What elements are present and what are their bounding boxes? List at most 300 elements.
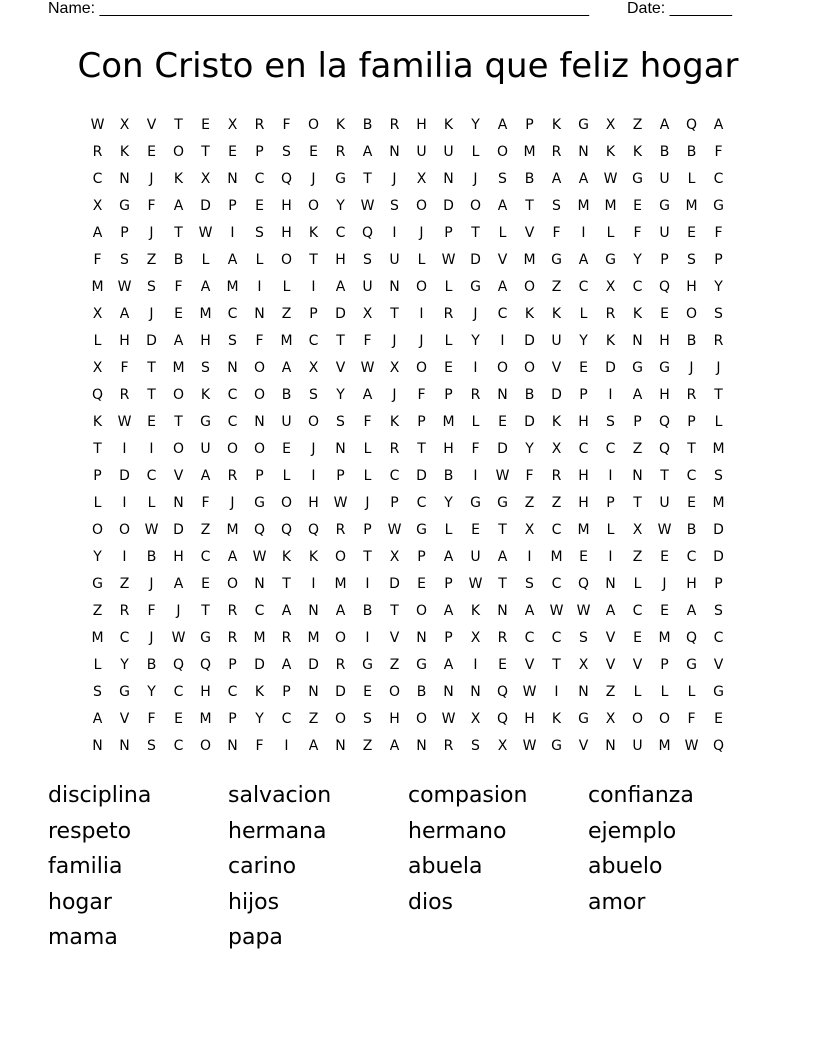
grid-letter: T bbox=[687, 441, 696, 457]
grid-letter: U bbox=[659, 225, 670, 241]
grid-letter: D bbox=[146, 333, 157, 349]
grid-letter: B bbox=[362, 117, 373, 133]
grid-letter: E bbox=[471, 522, 480, 538]
grid-letter: C bbox=[119, 630, 130, 646]
grid-letter: B bbox=[524, 387, 535, 403]
grid-letter: H bbox=[200, 684, 211, 700]
grid-letter: N bbox=[497, 387, 508, 403]
grid-letter: K bbox=[524, 306, 535, 322]
grid-letter: L bbox=[93, 333, 102, 349]
grid-letter: S bbox=[309, 387, 318, 403]
grid-letter: O bbox=[172, 387, 185, 403]
grid-letter: H bbox=[416, 117, 427, 133]
grid-letter: I bbox=[365, 576, 370, 592]
grid-letter: Y bbox=[255, 711, 264, 727]
word-row bbox=[48, 923, 768, 959]
grid-letter: N bbox=[227, 360, 238, 376]
grid-letter: Q bbox=[658, 414, 671, 430]
grid-letter: F bbox=[147, 603, 156, 619]
grid-letter: A bbox=[713, 117, 724, 133]
grid-letter: M bbox=[577, 198, 590, 214]
grid-letter: A bbox=[551, 171, 562, 187]
grid-letter: X bbox=[578, 657, 589, 673]
grid-letter: O bbox=[388, 684, 401, 700]
grid-letter: T bbox=[552, 657, 561, 673]
grid-letter: P bbox=[93, 468, 102, 484]
grid-letter: J bbox=[311, 441, 316, 457]
grid-letter: F bbox=[687, 711, 696, 727]
grid-letter: M bbox=[604, 198, 617, 214]
grid-letter: K bbox=[632, 144, 643, 160]
grid-letter: T bbox=[525, 198, 534, 214]
grid-letter: I bbox=[500, 333, 505, 349]
grid-letter: O bbox=[172, 441, 185, 457]
grid-letter: A bbox=[443, 549, 454, 565]
grid-letter: Z bbox=[551, 495, 562, 511]
grid-letter: A bbox=[92, 711, 103, 727]
grid-letter: Z bbox=[281, 306, 292, 322]
grid-letter: L bbox=[633, 576, 642, 592]
grid-letter: S bbox=[552, 198, 561, 214]
grid-letter: I bbox=[473, 468, 478, 484]
grid-letter: U bbox=[632, 738, 643, 754]
grid-letter: C bbox=[200, 549, 211, 565]
grid-letter: O bbox=[253, 441, 266, 457]
grid-letter: Z bbox=[632, 441, 643, 457]
grid-letter: I bbox=[311, 468, 316, 484]
grid-letter: I bbox=[608, 549, 613, 565]
grid-letter: H bbox=[281, 225, 292, 241]
grid-letter: I bbox=[392, 225, 397, 241]
grid-letter: P bbox=[606, 495, 615, 511]
grid-letter: N bbox=[254, 576, 265, 592]
grid-letter: Q bbox=[307, 522, 320, 538]
grid-letter: F bbox=[282, 117, 291, 133]
grid-letter: U bbox=[416, 144, 427, 160]
grid-letter: R bbox=[119, 603, 130, 619]
grid-letter: Z bbox=[524, 495, 535, 511]
grid-letter: W bbox=[360, 360, 375, 376]
grid-letter: X bbox=[92, 198, 103, 214]
grid-letter: F bbox=[147, 198, 156, 214]
word-item: hijos bbox=[228, 889, 280, 915]
grid-letter: R bbox=[443, 738, 454, 754]
grid-letter: T bbox=[498, 576, 507, 592]
grid-letter: E bbox=[687, 225, 696, 241]
word-item: compasion bbox=[408, 783, 528, 808]
grid-letter: L bbox=[471, 414, 480, 430]
grid-letter: I bbox=[284, 738, 289, 754]
grid-letter: X bbox=[605, 117, 616, 133]
page-title: Con Cristo en la familia que feliz hogar bbox=[77, 46, 739, 86]
grid-letter: E bbox=[363, 684, 372, 700]
grid-letter: N bbox=[119, 738, 130, 754]
grid-letter: L bbox=[444, 522, 453, 538]
grid-letter: R bbox=[335, 657, 346, 673]
grid-letter: M bbox=[91, 279, 104, 295]
grid-letter: W bbox=[198, 225, 213, 241]
grid-letter: S bbox=[363, 711, 372, 727]
grid-letter: Y bbox=[93, 549, 102, 565]
grid-letter: X bbox=[389, 549, 400, 565]
grid-letter: G bbox=[659, 360, 670, 376]
grid-letter: U bbox=[362, 279, 373, 295]
grid-letter: Q bbox=[685, 630, 698, 646]
grid-letter: T bbox=[498, 522, 507, 538]
grid-letter: N bbox=[470, 684, 481, 700]
grid-letter: G bbox=[578, 711, 589, 727]
grid-row bbox=[84, 303, 732, 330]
grid-letter: I bbox=[311, 279, 316, 295]
grid-letter: V bbox=[632, 657, 643, 673]
grid-letter: I bbox=[608, 468, 613, 484]
grid-letter: T bbox=[417, 441, 426, 457]
grid-row bbox=[84, 411, 732, 438]
grid-letter: P bbox=[633, 414, 642, 430]
grid-letter: S bbox=[606, 414, 615, 430]
grid-letter: X bbox=[524, 522, 535, 538]
grid-letter: H bbox=[200, 333, 211, 349]
grid-letter: R bbox=[443, 306, 454, 322]
word-row bbox=[48, 888, 768, 924]
grid-letter: Z bbox=[551, 279, 562, 295]
grid-letter: E bbox=[714, 711, 723, 727]
grid-letter: G bbox=[713, 198, 724, 214]
grid-letter: J bbox=[149, 576, 154, 592]
grid-letter: K bbox=[308, 549, 319, 565]
grid-row bbox=[84, 384, 732, 411]
grid-letter: Z bbox=[92, 603, 103, 619]
grid-letter: B bbox=[686, 144, 697, 160]
grid-letter: N bbox=[632, 468, 643, 484]
grid-letter: M bbox=[199, 711, 212, 727]
grid-letter: Q bbox=[361, 225, 374, 241]
name-field-label: Name: _______________________________________________________ bbox=[48, 0, 589, 17]
grid-letter: U bbox=[659, 171, 670, 187]
grid-letter: Y bbox=[444, 495, 453, 511]
grid-letter: F bbox=[525, 468, 534, 484]
grid-letter: L bbox=[633, 684, 642, 700]
grid-letter: O bbox=[199, 738, 212, 754]
grid-letter: W bbox=[684, 738, 699, 754]
grid-letter: C bbox=[497, 306, 508, 322]
grid-letter: C bbox=[551, 630, 562, 646]
grid-letter: W bbox=[576, 603, 591, 619]
grid-letter: P bbox=[255, 468, 264, 484]
grid-letter: G bbox=[551, 738, 562, 754]
grid-letter: G bbox=[416, 522, 427, 538]
grid-row bbox=[84, 465, 732, 492]
grid-letter: H bbox=[443, 441, 454, 457]
grid-letter: J bbox=[419, 333, 424, 349]
grid-letter: O bbox=[334, 549, 347, 565]
grid-letter: H bbox=[524, 711, 535, 727]
grid-letter: J bbox=[311, 171, 316, 187]
grid-letter: L bbox=[93, 657, 102, 673]
grid-letter: A bbox=[200, 279, 211, 295]
grid-letter: L bbox=[444, 279, 453, 295]
grid-letter: D bbox=[551, 387, 562, 403]
grid-letter: C bbox=[308, 333, 319, 349]
grid-letter: T bbox=[309, 252, 318, 268]
grid-letter: Q bbox=[280, 171, 293, 187]
grid-letter: C bbox=[335, 225, 346, 241]
grid-letter: U bbox=[470, 549, 481, 565]
grid-letter: N bbox=[443, 171, 454, 187]
grid-letter: O bbox=[523, 360, 536, 376]
grid-letter: I bbox=[149, 441, 154, 457]
grid-letter: P bbox=[363, 522, 372, 538]
grid-letter: N bbox=[416, 738, 427, 754]
grid-letter: S bbox=[201, 360, 210, 376]
grid-letter: T bbox=[363, 171, 372, 187]
grid-letter: P bbox=[336, 468, 345, 484]
grid-letter: H bbox=[659, 387, 670, 403]
grid-letter: L bbox=[687, 684, 696, 700]
grid-row bbox=[84, 249, 732, 276]
grid-letter: P bbox=[579, 387, 588, 403]
grid-letter: L bbox=[606, 225, 615, 241]
grid-letter: O bbox=[307, 117, 320, 133]
grid-letter: T bbox=[147, 360, 156, 376]
grid-letter: G bbox=[632, 360, 643, 376]
grid-letter: N bbox=[443, 684, 454, 700]
grid-letter: V bbox=[146, 117, 157, 133]
grid-letter: V bbox=[713, 657, 724, 673]
grid-letter: B bbox=[146, 549, 157, 565]
grid-letter: Q bbox=[658, 441, 671, 457]
grid-letter: B bbox=[443, 468, 454, 484]
grid-row bbox=[84, 654, 732, 681]
header bbox=[48, 0, 748, 20]
grid-row bbox=[84, 357, 732, 384]
grid-letter: R bbox=[92, 144, 103, 160]
grid-letter: E bbox=[201, 117, 210, 133]
grid-letter: J bbox=[149, 306, 154, 322]
grid-letter: I bbox=[473, 657, 478, 673]
word-item: disciplina bbox=[48, 783, 152, 808]
grid-letter: N bbox=[389, 279, 400, 295]
grid-letter: V bbox=[524, 225, 535, 241]
grid-letter: A bbox=[281, 603, 292, 619]
grid-letter: W bbox=[495, 468, 510, 484]
grid-letter: D bbox=[200, 198, 211, 214]
grid-letter: P bbox=[660, 252, 669, 268]
grid-letter: W bbox=[117, 279, 132, 295]
grid-letter: C bbox=[416, 495, 427, 511]
grid-letter: O bbox=[307, 414, 320, 430]
grid-letter: S bbox=[363, 252, 372, 268]
grid-letter: V bbox=[173, 468, 184, 484]
grid-letter: V bbox=[605, 657, 616, 673]
grid-letter: V bbox=[578, 738, 589, 754]
grid-letter: E bbox=[309, 144, 318, 160]
grid-letter: G bbox=[551, 252, 562, 268]
grid-letter: T bbox=[201, 144, 210, 160]
grid-letter: A bbox=[524, 603, 535, 619]
grid-letter: G bbox=[686, 657, 697, 673]
grid-row bbox=[84, 114, 732, 141]
grid-letter: F bbox=[714, 225, 723, 241]
grid-letter: T bbox=[336, 333, 345, 349]
grid-letter: P bbox=[714, 576, 723, 592]
grid-letter: F bbox=[174, 279, 183, 295]
grid-letter: R bbox=[227, 630, 238, 646]
grid-letter: F bbox=[633, 225, 642, 241]
grid-letter: X bbox=[470, 630, 481, 646]
grid-letter: O bbox=[523, 279, 536, 295]
grid-letter: C bbox=[146, 468, 157, 484]
grid-letter: W bbox=[522, 738, 537, 754]
grid-letter: A bbox=[578, 252, 589, 268]
grid-letter: G bbox=[605, 252, 616, 268]
grid-letter: C bbox=[227, 684, 238, 700]
grid-letter: N bbox=[254, 306, 265, 322]
grid-letter: J bbox=[149, 225, 154, 241]
grid-letter: N bbox=[605, 576, 616, 592]
grid-letter: L bbox=[282, 468, 291, 484]
grid-row bbox=[84, 276, 732, 303]
grid-letter: I bbox=[419, 306, 424, 322]
grid-letter: Z bbox=[146, 252, 157, 268]
grid-letter: B bbox=[416, 684, 427, 700]
grid-letter: R bbox=[470, 387, 481, 403]
grid-letter: J bbox=[365, 495, 370, 511]
grid-letter: G bbox=[497, 495, 508, 511]
grid-letter: U bbox=[443, 144, 454, 160]
grid-letter: S bbox=[147, 279, 156, 295]
grid-letter: W bbox=[657, 522, 672, 538]
word-item: confianza bbox=[588, 783, 694, 808]
grid-letter: O bbox=[334, 711, 347, 727]
grid-row bbox=[84, 519, 732, 546]
grid-letter: P bbox=[417, 414, 426, 430]
grid-letter: N bbox=[605, 738, 616, 754]
grid-letter: W bbox=[252, 549, 267, 565]
grid-letter: R bbox=[389, 117, 400, 133]
grid-letter: E bbox=[174, 306, 183, 322]
grid-letter: D bbox=[389, 576, 400, 592]
grid-letter: S bbox=[714, 468, 723, 484]
grid-letter: L bbox=[498, 225, 507, 241]
word-item: papa bbox=[228, 925, 283, 950]
grid-letter: X bbox=[497, 738, 508, 754]
word-item: salvacion bbox=[228, 783, 332, 808]
grid-letter: T bbox=[282, 576, 291, 592]
grid-letter: Z bbox=[308, 711, 319, 727]
grid-letter: G bbox=[578, 117, 589, 133]
date-field-label: Date: _______ bbox=[627, 0, 732, 17]
grid-letter: C bbox=[632, 279, 643, 295]
grid-letter: S bbox=[147, 738, 156, 754]
grid-letter: W bbox=[90, 117, 105, 133]
grid-letter: I bbox=[257, 279, 262, 295]
grid-letter: X bbox=[119, 117, 130, 133]
grid-letter: A bbox=[200, 468, 211, 484]
grid-letter: D bbox=[713, 549, 724, 565]
grid-letter: U bbox=[659, 495, 670, 511]
grid-letter: B bbox=[362, 603, 373, 619]
grid-letter: W bbox=[468, 576, 483, 592]
grid-letter: A bbox=[605, 603, 616, 619]
grid-letter: D bbox=[713, 522, 724, 538]
grid-letter: O bbox=[307, 198, 320, 214]
grid-letter: W bbox=[144, 522, 159, 538]
grid-letter: C bbox=[173, 684, 184, 700]
grid-row bbox=[84, 330, 732, 357]
grid-letter: X bbox=[551, 441, 562, 457]
grid-letter: Q bbox=[199, 657, 212, 673]
grid-letter: W bbox=[333, 495, 348, 511]
grid-row bbox=[84, 627, 732, 654]
grid-letter: F bbox=[417, 387, 426, 403]
grid-letter: E bbox=[147, 144, 156, 160]
grid-letter: K bbox=[335, 117, 346, 133]
grid-letter: M bbox=[253, 630, 266, 646]
grid-letter: I bbox=[311, 576, 316, 592]
grid-letter: I bbox=[122, 441, 127, 457]
grid-letter: H bbox=[578, 414, 589, 430]
grid-letter: G bbox=[470, 495, 481, 511]
word-row bbox=[48, 817, 768, 853]
grid-letter: P bbox=[444, 225, 453, 241]
grid-letter: C bbox=[389, 468, 400, 484]
grid-letter: W bbox=[171, 630, 186, 646]
grid-letter: H bbox=[281, 198, 292, 214]
grid-letter: S bbox=[390, 198, 399, 214]
grid-letter: N bbox=[92, 738, 103, 754]
grid-letter: A bbox=[92, 225, 103, 241]
grid-letter: D bbox=[335, 684, 346, 700]
grid-letter: A bbox=[497, 198, 508, 214]
grid-letter: G bbox=[92, 576, 103, 592]
grid-letter: G bbox=[335, 171, 346, 187]
grid-letter: Q bbox=[253, 522, 266, 538]
grid-letter: S bbox=[525, 576, 534, 592]
grid-letter: C bbox=[92, 171, 103, 187]
grid-letter: S bbox=[714, 603, 723, 619]
grid-letter: D bbox=[443, 198, 454, 214]
grid-letter: Y bbox=[525, 441, 534, 457]
grid-letter: F bbox=[714, 144, 723, 160]
grid-letter: Q bbox=[496, 711, 509, 727]
word-search-grid bbox=[84, 114, 732, 762]
grid-letter: O bbox=[469, 198, 482, 214]
grid-letter: K bbox=[551, 117, 562, 133]
grid-letter: P bbox=[417, 549, 426, 565]
grid-letter: E bbox=[660, 306, 669, 322]
grid-letter: H bbox=[686, 279, 697, 295]
grid-letter: L bbox=[471, 144, 480, 160]
grid-letter: M bbox=[172, 360, 185, 376]
grid-letter: B bbox=[686, 333, 697, 349]
grid-letter: H bbox=[659, 333, 670, 349]
word-row bbox=[48, 852, 768, 888]
grid-letter: P bbox=[282, 684, 291, 700]
grid-letter: A bbox=[227, 549, 238, 565]
grid-letter: G bbox=[713, 684, 724, 700]
grid-letter: C bbox=[605, 441, 616, 457]
grid-letter: X bbox=[227, 117, 238, 133]
grid-letter: K bbox=[308, 225, 319, 241]
grid-letter: I bbox=[365, 630, 370, 646]
word-item: respeto bbox=[48, 818, 132, 844]
grid-letter: S bbox=[120, 252, 129, 268]
grid-letter: C bbox=[686, 468, 697, 484]
grid-letter: H bbox=[308, 495, 319, 511]
grid-letter: K bbox=[200, 387, 211, 403]
grid-letter: A bbox=[335, 603, 346, 619]
